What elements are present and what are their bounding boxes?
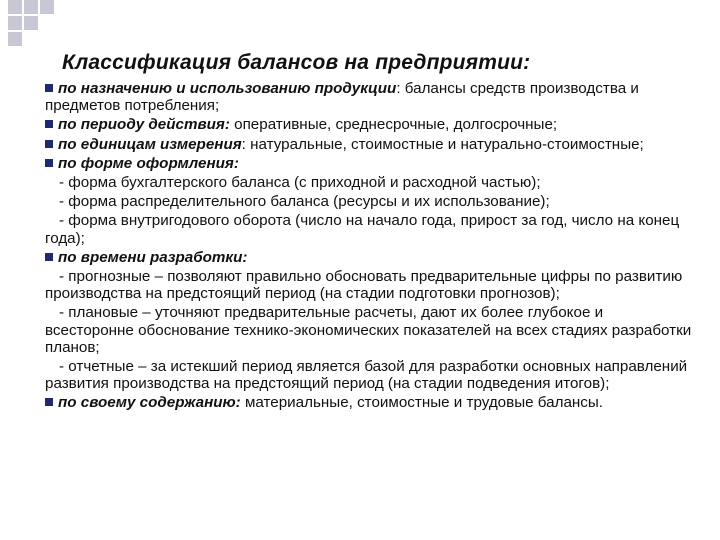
square-bullet-icon [45,140,53,148]
square-bullet-icon [45,84,53,92]
square-bullet-icon [45,398,53,406]
item-text: натуральные, стоимостные и натурально-стоимостные; [245,135,644,153]
list-item [45,80,695,114]
list-item [45,394,695,411]
item-separator: : [241,135,246,153]
list-item [45,249,695,266]
item-separator: : [396,80,401,97]
item-text: материальные, стоимостные и трудовые балансы. [240,394,604,412]
square-bullet-icon [45,159,53,167]
square-bullet-icon [45,253,53,261]
item-heading: по единицам измерения [58,135,242,153]
sub-item: - форма внутригодового оборота (число на начало года, прирост за год, число на конец года); [45,212,680,247]
slide-title: Классификация балансов на предприятии: [62,51,531,74]
item-heading: по назначению и использованию продукции [58,80,397,97]
item-heading: по времени разработки: [58,248,248,266]
list-item [45,116,695,133]
square-bullet-icon [45,120,53,128]
item-heading: по периоду действия: [58,116,230,134]
sub-item: - форма бухгалтерского баланса (с приходной и расходной частью); [59,174,541,192]
classification-list [45,80,695,414]
item-text: балансы средств производства и предметов потребления; [45,80,639,115]
decorative-squares [8,0,68,50]
sub-item: - прогнозные – позволяют правильно обосновать предварительные цифры по развитию производства на предстоящий период (на стадии подготовки прогнозов); [45,268,683,303]
list-item [45,136,695,153]
list-item [45,155,695,172]
item-heading: по форме оформления: [58,154,239,172]
sub-item: - плановые – уточняют предварительные расчеты, дают их более глубокое и всесторонне обоснование технико-экономических показателей на всех стадиях разработки планов; [45,304,692,356]
item-heading: по своему содержанию: [58,394,241,412]
sub-item: - отчетные – за истекший период является базой для разработки основных направлений развития производства на предстоящий период (на стадии подведения итогов); [45,358,688,393]
sub-item: - форма распределительного баланса (ресурсы и их использование); [59,193,550,211]
item-text: оперативные, среднесрочные, долгосрочные; [229,116,558,134]
